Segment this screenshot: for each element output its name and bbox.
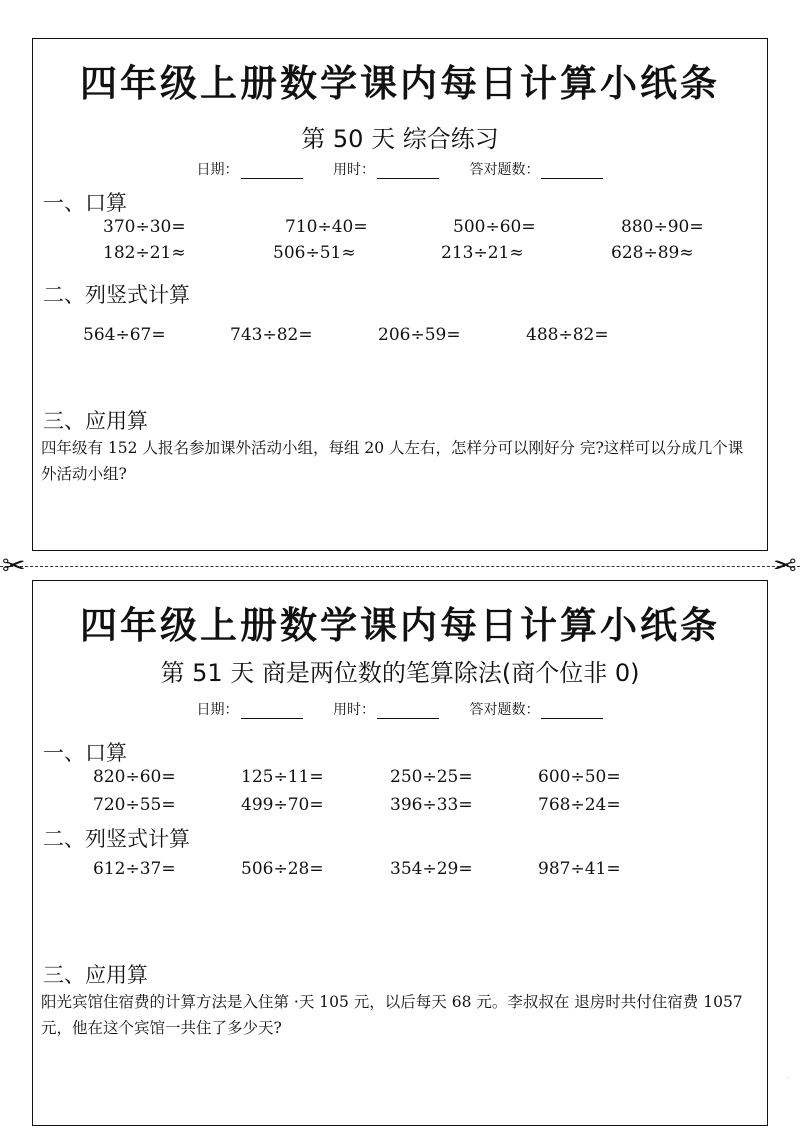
worksheet-day-50 [32,38,768,551]
vertical-problem: 488÷82= [526,325,609,345]
correct-count-blank[interactable] [541,164,603,179]
date-label: 日期： [196,702,239,718]
time-blank[interactable] [377,164,439,179]
oral-problem: 628÷89≈ [611,243,694,263]
vertical-problem: 354÷29= [390,859,473,879]
correct-count-blank[interactable] [541,704,603,719]
date-blank[interactable] [241,704,303,719]
oral-section-heading: 一、口算 [43,191,127,215]
time-blank[interactable] [377,704,439,719]
oral-problem: 182÷21≈ [103,243,186,263]
date-label: 日期： [196,162,239,178]
worksheet-subtitle: 第 50 天 综合练习 [301,125,499,153]
oral-problem: 720÷55= [93,795,176,815]
date-field [197,699,303,719]
oral-problem: 500÷60= [453,217,536,237]
watermark: · [785,1072,790,1087]
application-problem-text: 四年级有 152 人报名参加课外活动小组，每组 20 人左右，怎样分可以刚好分 完?这样可以分成几个课外活动小组? [41,439,744,483]
date-blank[interactable] [241,164,303,179]
oral-problem: 600÷50= [538,767,621,787]
vertical-problem: 743÷82= [230,325,313,345]
oral-problem: 506÷51≈ [273,243,356,263]
correct-count-label: 答对题数： [469,162,540,178]
application-heading: 三、应用算 [43,963,148,987]
scissors-icon: ✂ [2,549,26,582]
worksheet-day-51 [32,580,768,1126]
worksheet-subtitle: 第 51 天 商是两位数的笔算除法(商个位非 0) [160,659,640,687]
time-label: 用时： [333,162,375,178]
worksheet-title: 四年级上册数学课内每日计算小纸条 [80,604,720,647]
oral-problem: 768÷24= [538,795,621,815]
scissors-icon: ✂ [772,549,796,582]
application-heading: 三、应用算 [43,409,148,433]
oral-problem: 370÷30= [103,217,186,237]
time-field [333,699,439,719]
application-problem-text: 阳光宾馆住宿费的计算方法是入住第 ·天 105 元，以后每天 68 元。李叔叔在 退房时共付住宿费 1057 元，他在这个宾馆一共住了多少天? [41,993,743,1037]
meta-row [33,159,767,179]
oral-problem: 213÷21≈ [441,243,524,263]
correct-count-field [469,159,603,179]
oral-problem: 499÷70= [241,795,324,815]
vertical-problem: 564÷67= [83,325,166,345]
vertical-problem: 506÷28= [241,859,324,879]
vertical-problem: 987÷41= [538,859,621,879]
oral-problem: 880÷90= [621,217,704,237]
vertical-calc-heading: 二、列竖式计算 [43,283,190,307]
correct-count-label: 答对题数： [469,702,540,718]
vertical-problem: 612÷37= [93,859,176,879]
vertical-calc-heading: 二、列竖式计算 [43,827,190,851]
oral-section-heading: 一、口算 [43,741,127,765]
oral-problem: 710÷40= [285,217,368,237]
oral-problem: 396÷33= [390,795,473,815]
worksheet-title: 四年级上册数学课内每日计算小纸条 [80,62,720,105]
time-field [333,159,439,179]
vertical-problem: 206÷59= [378,325,461,345]
date-field [197,159,303,179]
correct-count-field [469,699,603,719]
meta-row [33,699,767,719]
cut-line [0,566,800,567]
time-label: 用时： [333,702,375,718]
oral-problem: 250÷25= [390,767,473,787]
oral-problem: 125÷11= [241,767,324,787]
oral-problem: 820÷60= [93,767,176,787]
